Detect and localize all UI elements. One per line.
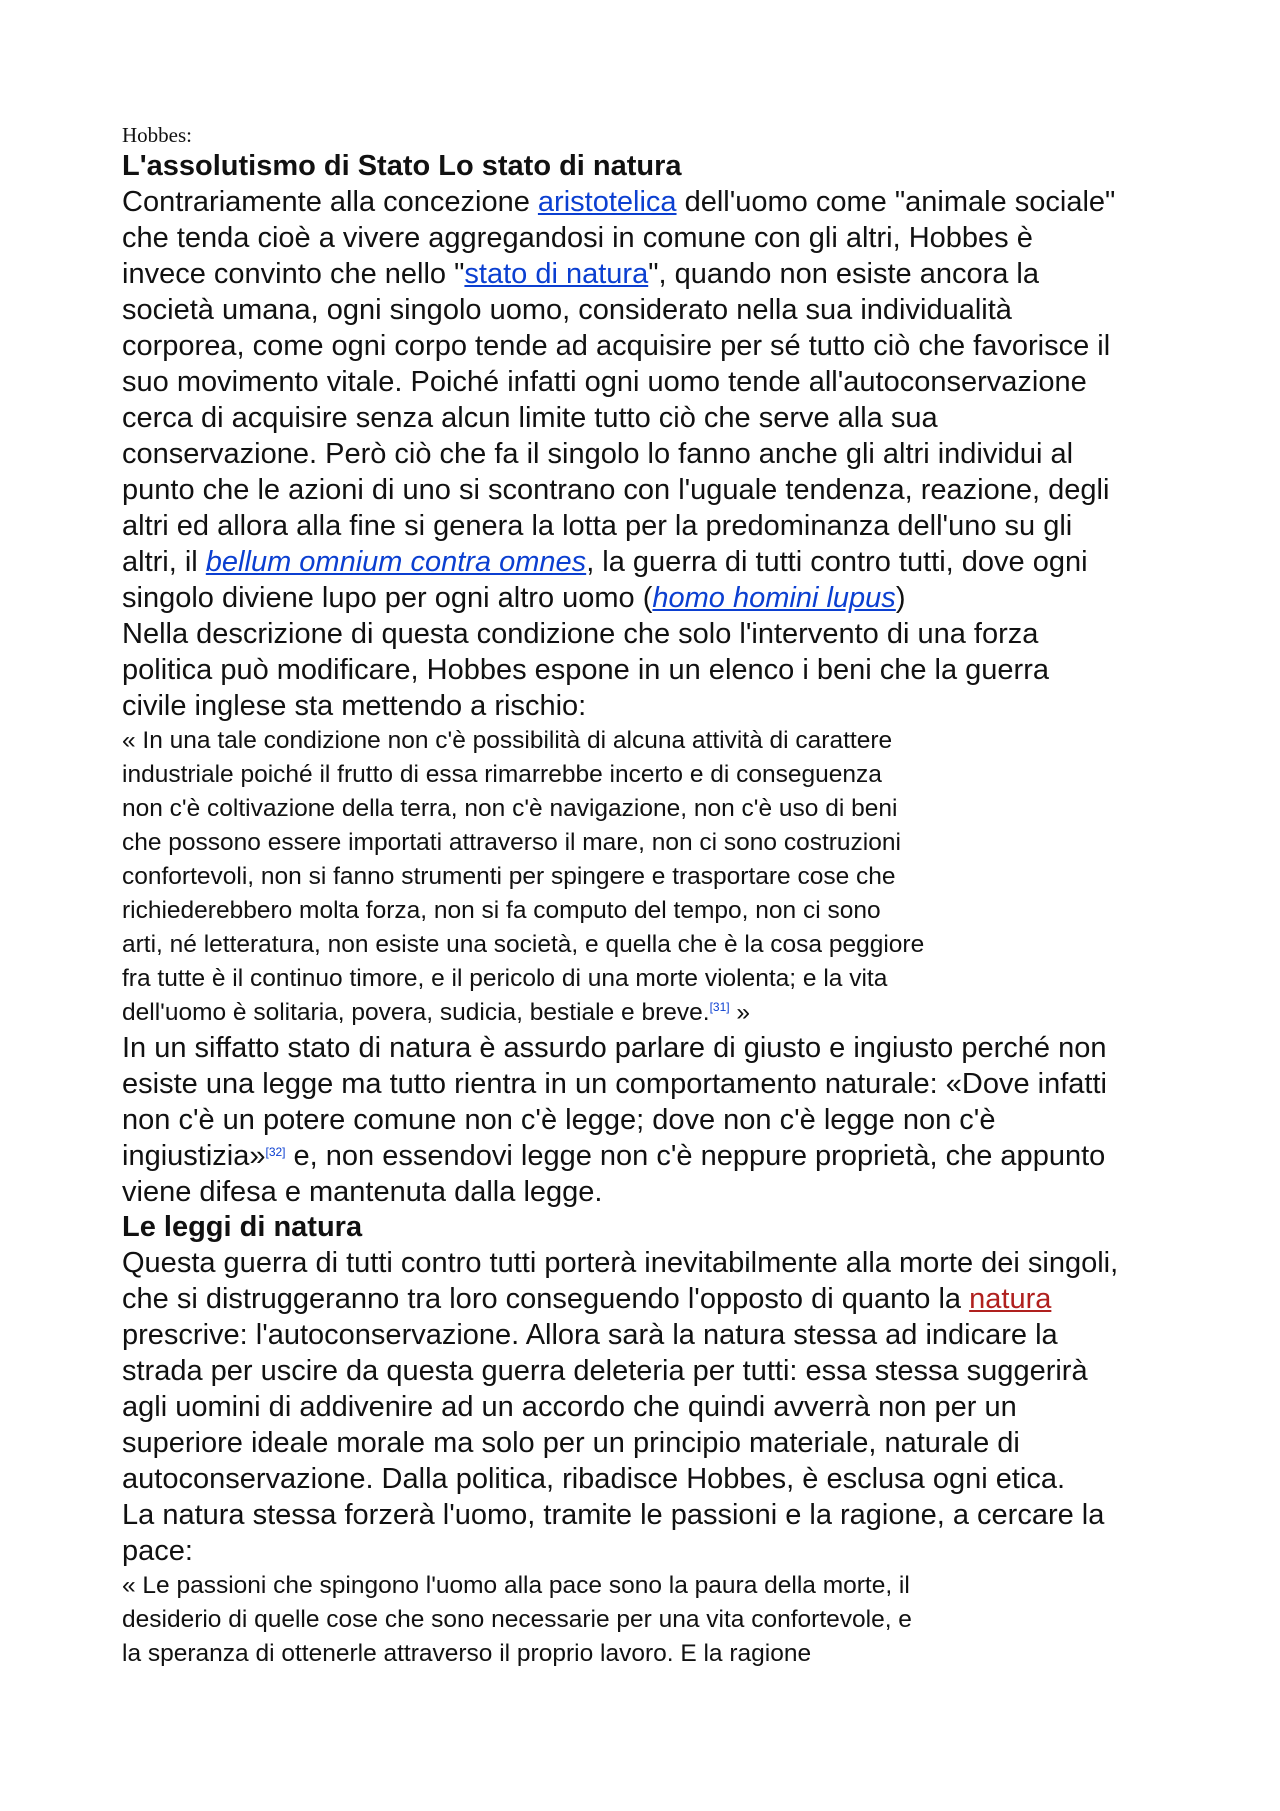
quote-line: arti, né letteratura, non esiste una società, e quella che è la cosa peggiore bbox=[122, 931, 925, 958]
text-line: Contrariamente alla concezione aristotelica dell'uomo come "animale sociale" bbox=[122, 186, 1116, 218]
citation-ref-31[interactable]: [31] bbox=[709, 1000, 730, 1014]
paragraph-guerra bbox=[122, 1245, 1182, 1497]
text-line: Questa guerra di tutti contro tutti porterà inevitabilmente alla morte dei singoli, bbox=[122, 1247, 1119, 1279]
text-line: singolo diviene lupo per ogni altro uomo (homo homini lupus) bbox=[122, 582, 906, 614]
blockquote-condizione bbox=[122, 724, 1182, 1030]
paragraph-giusto-ingiusto bbox=[122, 1030, 1182, 1210]
text-line: prescrive: l'autoconservazione. Allora sarà la natura stessa ad indicare la bbox=[122, 1319, 1058, 1351]
text-line: altri, il bellum omnium contra omnes, la guerra di tutti contro tutti, dove ogni bbox=[122, 546, 1088, 578]
text-line: società umana, ogni singolo uomo, considerato nella sua individualità bbox=[122, 294, 1012, 326]
quote-line: « Le passioni che spingono l'uomo alla pace sono la paura della morte, il bbox=[122, 1572, 910, 1599]
text-line: autoconservazione. Dalla politica, ribadisce Hobbes, è esclusa ogni etica. bbox=[122, 1463, 1066, 1495]
text-line: esiste una legge ma tutto rientra in un comportamento naturale: «Dove infatti bbox=[122, 1068, 1107, 1100]
text-line: non c'è un potere comune non c'è legge; dove non c'è legge non c'è bbox=[122, 1104, 996, 1136]
quote-line: che possono essere importati attraverso il mare, non ci sono costruzioni bbox=[122, 829, 901, 856]
text-line: corporea, come ogni corpo tende ad acquisire per sé tutto ciò che favorisce il bbox=[122, 330, 1111, 362]
text-line: pace: bbox=[122, 1535, 193, 1567]
quote-line: dell'uomo è solitaria, povera, sudicia, bestiale e breve.[31] » bbox=[122, 999, 751, 1026]
paragraph-stato-di-natura bbox=[122, 184, 1182, 616]
quote-line: non c'è coltivazione della terra, non c'è navigazione, non c'è uso di beni bbox=[122, 795, 898, 822]
blockquote-passioni bbox=[122, 1569, 1182, 1671]
text-line: viene difesa e mantenuta dalla legge. bbox=[122, 1176, 603, 1208]
text-line: che tenda cioè a vivere aggregandosi in comune con gli altri, Hobbes è bbox=[122, 222, 1033, 254]
text-line: cerca di acquisire senza alcun limite tutto ciò che serve alla sua bbox=[122, 402, 938, 434]
quote-line: desiderio di quelle cose che sono necessarie per una vita confortevole, e bbox=[122, 1606, 912, 1633]
text-line: superiore ideale morale ma solo per un principio materiale, naturale di bbox=[122, 1427, 1020, 1459]
link-aristotelica[interactable]: aristotelica bbox=[537, 186, 677, 218]
paragraph-descrizione bbox=[122, 616, 1182, 724]
link-stato-di-natura[interactable]: stato di natura bbox=[464, 258, 649, 290]
paragraph-pace bbox=[122, 1497, 1182, 1569]
text-line: che si distruggeranno tra loro conseguendo l'opposto di quanto la natura bbox=[122, 1283, 1052, 1315]
text-line: altri ed allora alla fine si genera la lotta per la predominanza dell'uno su gli bbox=[122, 510, 1073, 542]
quote-line: confortevoli, non si fanno strumenti per spingere e trasportare cose che bbox=[122, 863, 896, 890]
document-page bbox=[122, 122, 1182, 1671]
text-line: punto che le azioni di uno si scontrano con l'uguale tendenza, reazione, degli bbox=[122, 474, 1110, 506]
quote-line: la speranza di ottenerle attraverso il proprio lavoro. E la ragione bbox=[122, 1640, 812, 1667]
text-line: conservazione. Però ciò che fa il singolo lo fanno anche gli altri individui al bbox=[122, 438, 1074, 470]
text-line: strada per uscire da questa guerra deleteria per tutti: essa stessa suggerirà bbox=[122, 1355, 1088, 1387]
quote-line: fra tutte è il continuo timore, e il pericolo di una morte violenta; e la vita bbox=[122, 965, 888, 992]
link-homo-homini-lupus[interactable]: homo homini lupus bbox=[652, 582, 896, 614]
text-line: agli uomini di addivenire ad un accordo che quindi avverrà non per un bbox=[122, 1391, 1017, 1423]
text-line: invece convinto che nello "stato di natura", quando non esiste ancora la bbox=[122, 258, 1039, 290]
text-line: Nella descrizione di questa condizione che solo l'intervento di una forza bbox=[122, 618, 1039, 650]
text-line: suo movimento vitale. Poiché infatti ogni uomo tende all'autoconservazione bbox=[122, 366, 1087, 398]
quote-line: industriale poiché il frutto di essa rimarrebbe incerto e di conseguenza bbox=[122, 761, 882, 788]
link-bellum-omnium-contra-omnes[interactable]: bellum omnium contra omnes bbox=[205, 546, 587, 578]
quote-line: « In una tale condizione non c'è possibilità di alcuna attività di carattere bbox=[122, 727, 893, 754]
quote-line: richiederebbero molta forza, non si fa computo del tempo, non ci sono bbox=[122, 897, 881, 924]
text-line: In un siffatto stato di natura è assurdo parlare di giusto e ingiusto perché non bbox=[122, 1032, 1107, 1064]
link-natura[interactable]: natura bbox=[969, 1283, 1052, 1315]
text-line: La natura stessa forzerà l'uomo, tramite le passioni e la ragione, a cercare la bbox=[122, 1499, 1105, 1531]
section-title-stato-di-natura: L'assolutismo di Stato Lo stato di natura bbox=[122, 150, 682, 182]
author-label: Hobbes: bbox=[122, 123, 192, 147]
text-line: civile inglese sta mettendo a rischio: bbox=[122, 690, 587, 722]
text-line: politica può modificare, Hobbes espone in un elenco i beni che la guerra bbox=[122, 654, 1049, 686]
section-title-leggi-di-natura: Le leggi di natura bbox=[122, 1211, 363, 1243]
text-line: ingiustizia»[32] e, non essendovi legge non c'è neppure proprietà, che appunto bbox=[122, 1140, 1106, 1172]
citation-ref-32[interactable]: [32] bbox=[265, 1145, 286, 1159]
